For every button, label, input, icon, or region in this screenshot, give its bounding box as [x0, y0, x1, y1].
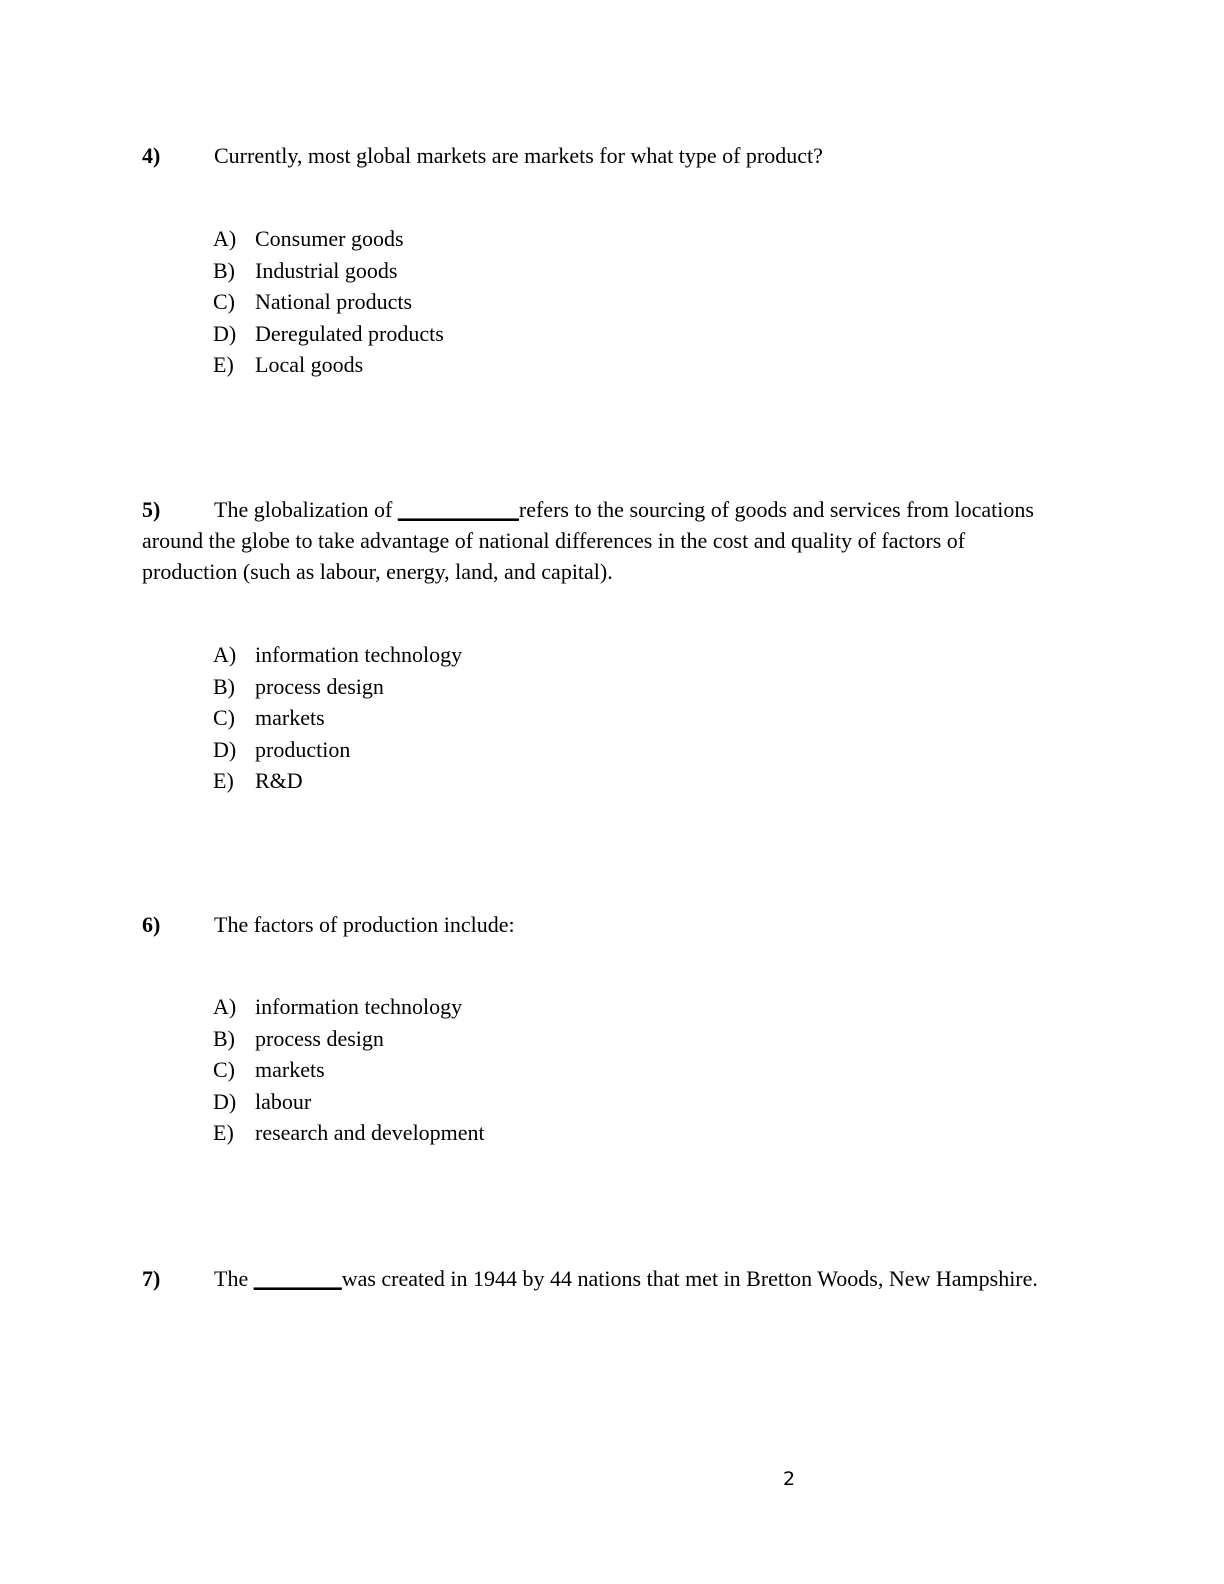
question-text-after: was created in 1944 by 44 nations that met in Bretton Woods, New Hampshire. [341, 1266, 1038, 1291]
option-c: C) markets [213, 1057, 325, 1082]
question-4 [142, 140, 1042, 171]
option-e: E) R&D [213, 768, 303, 793]
option-d: D) Deregulated products [213, 320, 444, 346]
question-number: 4) [142, 143, 161, 168]
question-text-before: The [214, 1266, 254, 1291]
question-5-options [213, 639, 462, 797]
option-e: E) research and development [213, 1120, 485, 1145]
option-d: D) production [213, 736, 351, 762]
question-5 [142, 494, 1042, 587]
question-text-after: refers to the sourcing of goods and services from locations around the globe to take advantage of national differences in the cost and quality of factors of production (such as labour, energy, land, and capital). [142, 497, 1034, 584]
option-b: B) process design [213, 1025, 384, 1051]
question-text-before: The globalization of [214, 497, 398, 522]
option-b: B) Industrial goods [213, 257, 398, 283]
option-a: A) information technology [213, 994, 463, 1019]
option-d: D) labour [213, 1088, 312, 1114]
question-text: Currently, most global markets are markets for what type of product? [214, 143, 823, 168]
option-c: C) markets [213, 705, 325, 730]
option-c: C) National products [213, 289, 413, 314]
option-a: A) information technology [213, 642, 463, 667]
question-number: 7) [142, 1266, 161, 1291]
question-number: 6) [142, 912, 161, 937]
question-6-options [213, 991, 485, 1149]
answer-blank: ________ [253, 1266, 342, 1291]
question-number: 5) [142, 497, 161, 522]
option-b: B) process design [213, 673, 384, 699]
page-number: 2 [783, 1468, 796, 1490]
option-e: E) Local goods [213, 352, 364, 377]
question-6 [142, 909, 1042, 940]
question-7 [142, 1263, 1042, 1294]
question-4-options [213, 223, 444, 381]
option-a: A) Consumer goods [213, 226, 404, 251]
answer-blank: ___________ [397, 497, 519, 522]
question-text: The factors of production include: [214, 912, 515, 937]
